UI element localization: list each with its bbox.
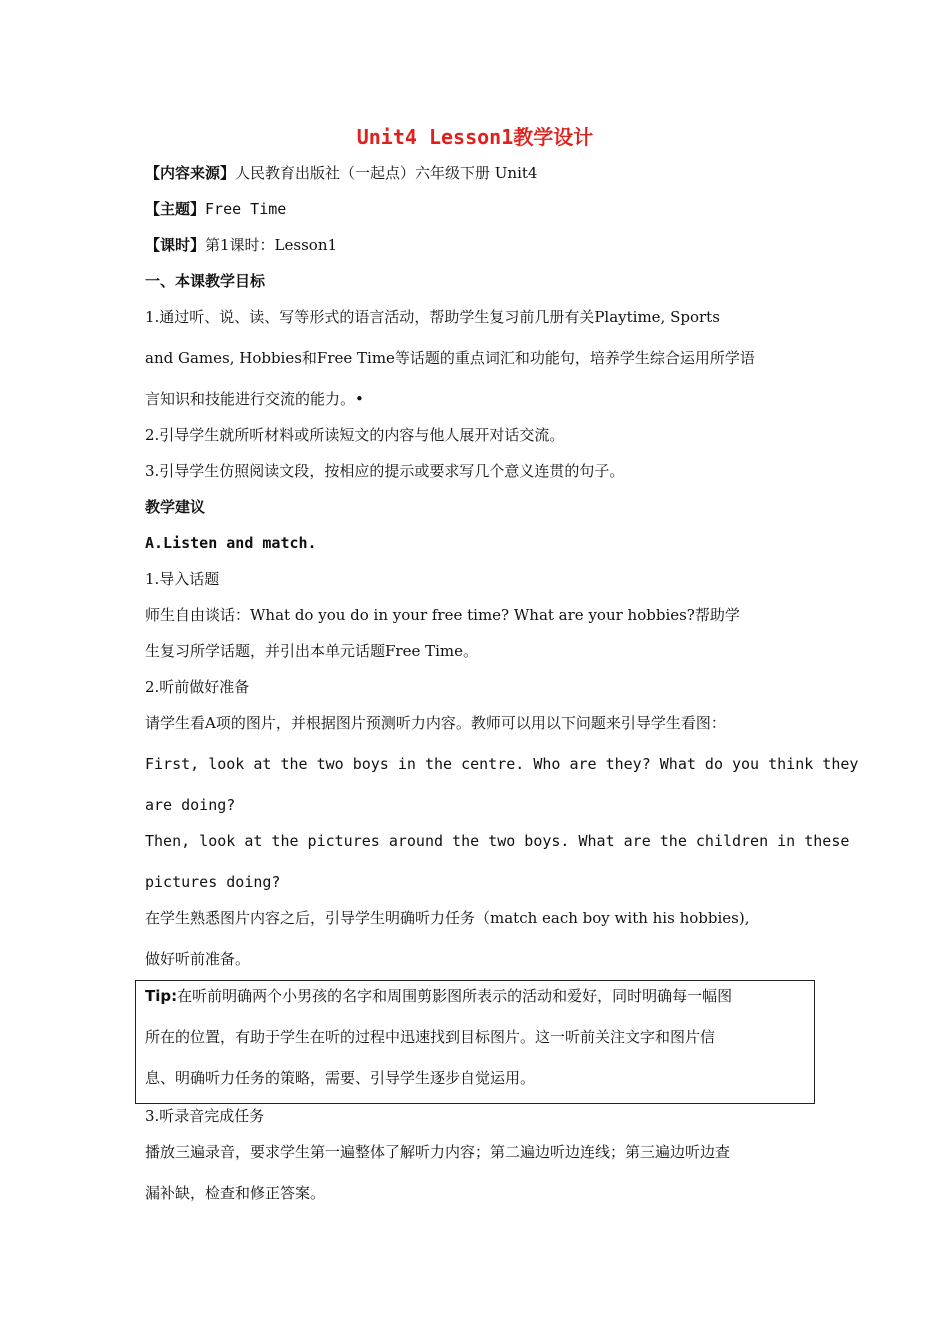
section1-heading: 一、本课教学目标 <box>145 272 266 290</box>
meta-period <box>145 235 337 255</box>
step1-text: 生复习所学话题，并引出本单元话题Free Time。 <box>145 642 479 660</box>
topic-value: Free Time <box>205 200 287 218</box>
source-label: 【内容来源】 <box>145 164 236 182</box>
tip-text: 息、明确听力任务的策略，需要、引导学生逐步自觉运用。 <box>145 1069 536 1087</box>
period-value: 第1课时：Lesson1 <box>205 236 338 254</box>
meta-source <box>145 163 537 183</box>
meta-topic <box>145 199 286 219</box>
step2-title: 2.听前做好准备 <box>145 678 250 696</box>
step1-text: 师生自由谈话：What do you do in your free time? What are your hobbies?帮助学 <box>145 606 740 624</box>
step2-text: 在学生熟悉图片内容之后，引导学生明确听力任务（match each boy with his hobbies), <box>145 909 750 927</box>
tip-text: 所在的位置，有助于学生在听的过程中迅速找到目标图片。这一听前关注文字和图片信 <box>145 1028 716 1046</box>
step2-text: 做好听前准备。 <box>145 950 251 968</box>
step2-text: are doing? <box>145 796 236 814</box>
period-label: 【课时】 <box>145 236 206 254</box>
goal1-line: 言知识和技能进行交流的能力。• <box>145 390 364 408</box>
step2-text: pictures doing? <box>145 873 281 891</box>
step2-text: 请学生看A项的图片，并根据图片预测听力内容。教师可以用以下问题来引导学生看图： <box>145 714 726 732</box>
tip-line <box>145 986 732 1006</box>
page-title: Unit4 Lesson1教学设计 <box>356 125 594 149</box>
step3-text: 播放三遍录音，要求学生第一遍整体了解听力内容；第二遍边听边连线；第三遍边听边查 <box>145 1143 731 1161</box>
goal1-line: 1.通过听、说、读、写等形式的语言活动，帮助学生复习前几册有关Playtime, Sports <box>145 308 720 326</box>
step2-text: First, look at the two boys in the centre. Who are they? What do you think they <box>145 755 859 773</box>
step2-text: Then, look at the pictures around the two boys. What are the children in these <box>145 832 850 850</box>
topic-label: 【主题】 <box>145 200 206 218</box>
step1-title: 1.导入话题 <box>145 570 220 588</box>
section2-heading: 教学建议 <box>145 498 206 516</box>
goal2: 2.引导学生就所听材料或所读短文的内容与他人展开对话交流。 <box>145 426 565 444</box>
tip-label: Tip: <box>145 987 178 1005</box>
part-a-heading: A.Listen and match. <box>145 534 317 552</box>
tip-text: 在听前明确两个小男孩的名字和周围剪影图所表示的活动和爱好，同时明确每一幅图 <box>177 987 733 1005</box>
goal3: 3.引导学生仿照阅读文段，按相应的提示或要求写几个意义连贯的句子。 <box>145 462 625 480</box>
goal1-line: and Games, Hobbies和Free Time等话题的重点词汇和功能句，培养学生综合运用所学语 <box>145 349 755 367</box>
step3-title: 3.听录音完成任务 <box>145 1107 265 1125</box>
source-value: 人民教育出版社（一起点）六年级下册 Unit4 <box>235 164 538 182</box>
step3-text: 漏补缺，检查和修正答案。 <box>145 1184 326 1202</box>
